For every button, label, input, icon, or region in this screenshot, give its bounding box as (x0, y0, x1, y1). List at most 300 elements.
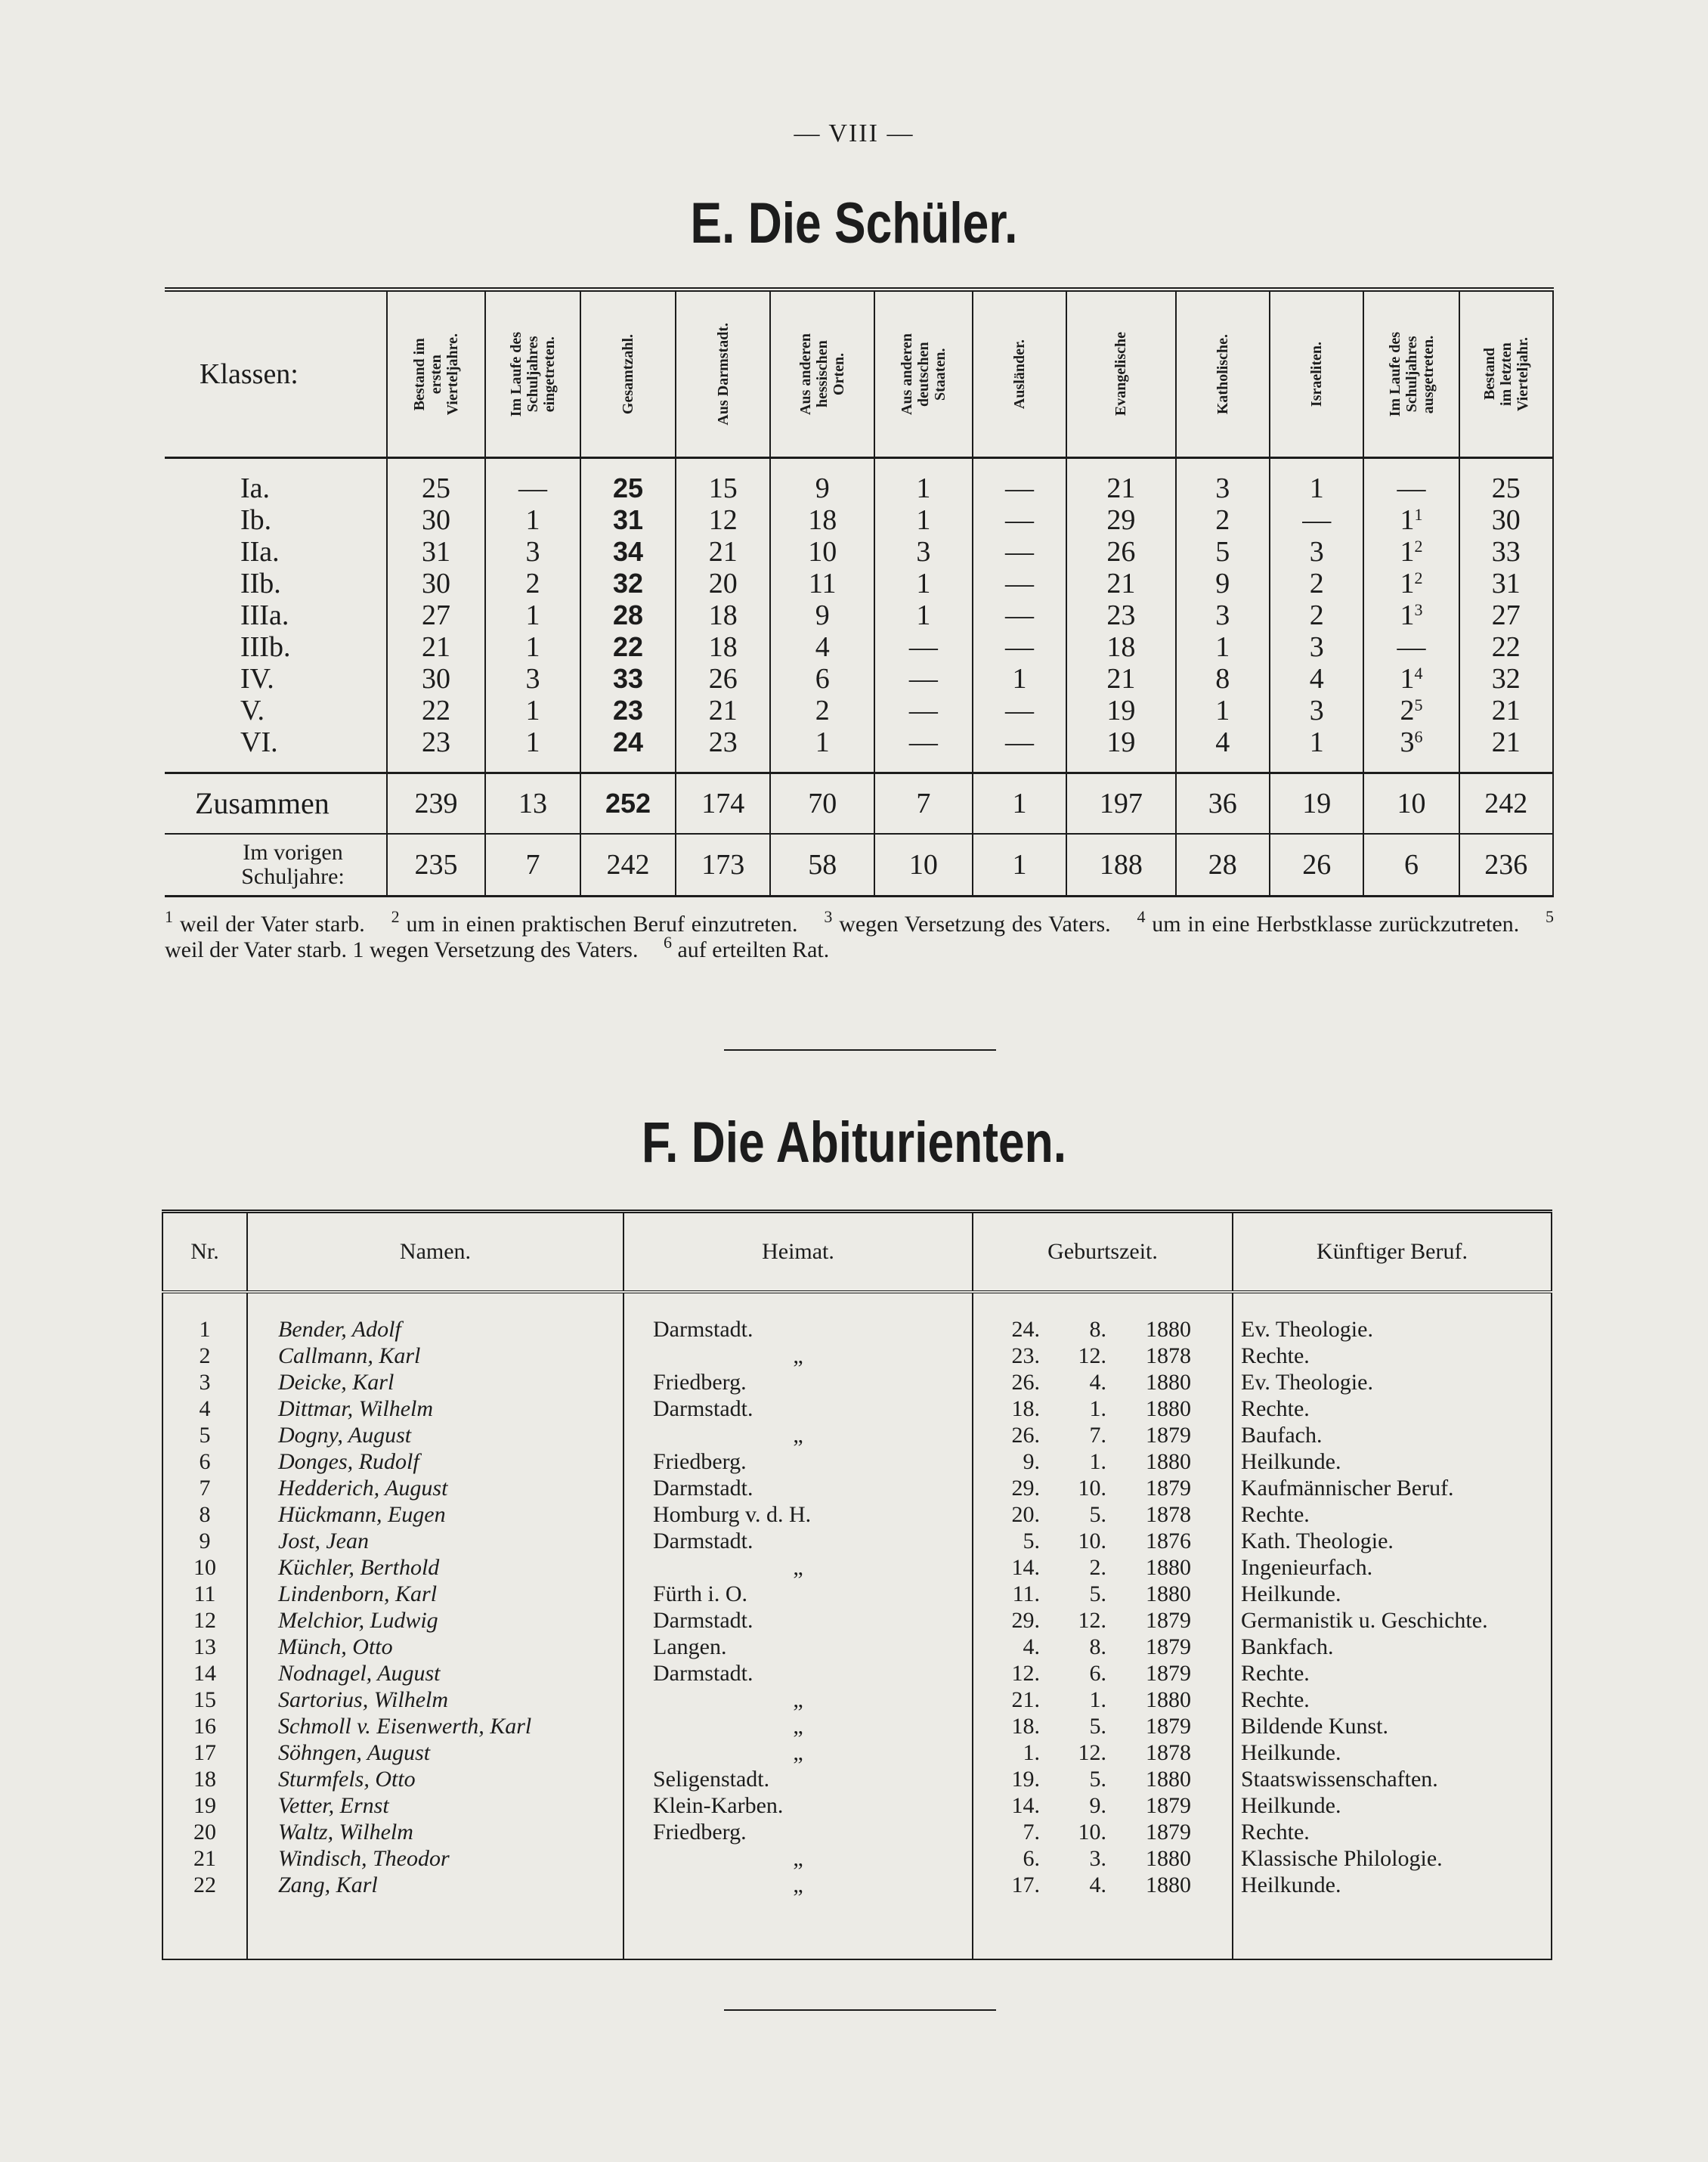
class-cell (485, 663, 580, 695)
previous-cell: 58 (770, 834, 874, 897)
abiturient-row (162, 1739, 1552, 1766)
cell-value: 1 (525, 599, 540, 631)
abiturient-row (162, 1872, 1552, 1959)
cell-value: 23 (612, 695, 644, 726)
abiturient-nr: 6 (162, 1448, 247, 1475)
total-cell: 239 (387, 773, 485, 835)
birth-year: 1880 (1146, 1581, 1191, 1606)
column-header-label: Ausländer. (1011, 339, 1029, 410)
class-cell (1066, 631, 1175, 663)
abiturient-name: Nodnagel, August (247, 1660, 623, 1687)
abiturient-geburtszeit (973, 1292, 1233, 1343)
birth-year: 1880 (1146, 1369, 1191, 1395)
birth-year: 1879 (1146, 1607, 1191, 1633)
previous-year-row (165, 834, 1553, 897)
abiturient-name: Münch, Otto (247, 1634, 623, 1660)
nr-header: Nr. (162, 1212, 247, 1293)
birth-day: 29. (1011, 1475, 1040, 1501)
birth-day: 18. (1011, 1713, 1040, 1739)
birth-day: 11. (1012, 1581, 1040, 1606)
cell-value: 3 (1309, 536, 1324, 568)
abiturient-row (162, 1475, 1552, 1501)
cell-value: 26 (708, 663, 738, 695)
cell-value: 1 (525, 504, 540, 536)
class-cell (973, 695, 1066, 726)
total-cell: 36 (1176, 773, 1270, 835)
cell-value: 21 (421, 631, 450, 663)
cell-value: 12 (708, 504, 738, 536)
cell-value: 4 (1215, 726, 1230, 758)
class-cell (580, 599, 676, 631)
class-cell (1066, 599, 1175, 631)
class-cell (580, 695, 676, 726)
class-cell (485, 504, 580, 536)
birth-month: 3. (1089, 1845, 1106, 1871)
abiturient-heimat: Darmstadt. (623, 1292, 973, 1343)
class-cell (1066, 458, 1175, 505)
abiturient-beruf: Heilkunde. (1233, 1872, 1552, 1959)
abiturient-row (162, 1660, 1552, 1687)
abiturient-geburtszeit (973, 1819, 1233, 1845)
class-cell (387, 536, 485, 568)
total-cell: 70 (770, 773, 874, 835)
previous-label-line: Schuljahre: (241, 864, 345, 889)
footnote-mark: 2 (1414, 568, 1423, 587)
heimat-header: Heimat. (623, 1212, 973, 1293)
footnote-mark: 1 (1414, 505, 1423, 524)
abiturient-beruf: Bankfach. (1233, 1634, 1552, 1660)
cell-value: 25 (1491, 472, 1521, 504)
class-cell (485, 536, 580, 568)
class-cell (1270, 663, 1363, 695)
abiturient-heimat: Darmstadt. (623, 1660, 973, 1687)
cell-value: 1 (1400, 599, 1415, 631)
birth-year: 1879 (1146, 1634, 1191, 1659)
birth-month: 5. (1089, 1713, 1106, 1739)
cell-value: 1 (916, 568, 931, 599)
birth-year: 1878 (1146, 1343, 1191, 1368)
class-row (165, 568, 1553, 599)
birth-year: 1880 (1146, 1687, 1191, 1712)
cell-value: 26 (1106, 536, 1136, 568)
footnote-mark: 5 (1414, 695, 1423, 714)
abiturient-row (162, 1554, 1552, 1581)
class-cell (1066, 695, 1175, 726)
cell-value: — (1397, 631, 1426, 663)
class-cell (1459, 599, 1553, 631)
class-cell (1459, 663, 1553, 695)
cell-value: 21 (1491, 726, 1521, 758)
birth-month: 4. (1089, 1872, 1106, 1897)
abiturient-row (162, 1713, 1552, 1739)
cell-value: 28 (612, 599, 644, 630)
cell-value: 1 (525, 695, 540, 726)
class-cell (874, 695, 973, 726)
section-divider (724, 1049, 996, 1051)
footnote-text: auf erteilten Rat. (677, 937, 830, 962)
cell-value: 32 (1491, 663, 1521, 695)
birth-month: 5. (1089, 1766, 1106, 1792)
previous-cell: 26 (1270, 834, 1363, 897)
class-cell (580, 726, 676, 773)
class-cell (1459, 458, 1553, 505)
column-header (1066, 290, 1175, 458)
footnote-number: 1 (165, 907, 173, 926)
previous-cell: 7 (485, 834, 580, 897)
cell-value: 18 (708, 599, 738, 631)
class-cell (874, 504, 973, 536)
cell-value: 2 (1400, 695, 1415, 726)
previous-cell: 188 (1066, 834, 1175, 897)
total-cell: 7 (874, 773, 973, 835)
class-cell (973, 726, 1066, 773)
abiturient-nr: 2 (162, 1343, 247, 1369)
class-cell (973, 663, 1066, 695)
column-header-label: Im Laufe des Schuljahres eingetreten. (508, 331, 559, 417)
abiturient-heimat: „ (623, 1739, 973, 1766)
abiturient-row (162, 1607, 1552, 1634)
class-cell (387, 568, 485, 599)
cell-value: 30 (421, 568, 450, 599)
class-cell (973, 599, 1066, 631)
abiturient-heimat: Darmstadt. (623, 1528, 973, 1554)
class-cell (1270, 504, 1363, 536)
class-cell (676, 663, 771, 695)
cell-value: 21 (1491, 695, 1521, 726)
cell-value: 31 (421, 536, 450, 568)
birth-day: 12. (1011, 1660, 1040, 1686)
abiturient-nr: 11 (162, 1581, 247, 1607)
abiturient-geburtszeit (973, 1845, 1233, 1872)
abiturient-beruf: Heilkunde. (1233, 1739, 1552, 1766)
birth-year: 1880 (1146, 1872, 1191, 1897)
abiturient-beruf: Rechte. (1233, 1660, 1552, 1687)
class-cell (973, 536, 1066, 568)
birth-month: 12. (1078, 1739, 1106, 1765)
birth-day: 1. (1023, 1739, 1040, 1765)
cell-value: 34 (612, 536, 644, 567)
footnote-mark: 2 (1414, 537, 1423, 556)
total-cell: 252 (580, 773, 676, 835)
class-row (165, 726, 1553, 773)
class-cell (1459, 695, 1553, 726)
abiturient-name: Zang, Karl (247, 1872, 623, 1959)
birth-year: 1880 (1146, 1395, 1191, 1421)
class-cell (1363, 536, 1459, 568)
class-cell (580, 568, 676, 599)
column-header (770, 290, 874, 458)
abiturient-row (162, 1845, 1552, 1872)
class-cell (1066, 536, 1175, 568)
cell-value: 4 (1309, 663, 1324, 695)
class-cell (676, 726, 771, 773)
cell-value: 2 (525, 568, 540, 599)
cell-value: 18 (708, 631, 738, 663)
class-cell (770, 726, 874, 773)
class-cell (1363, 726, 1459, 773)
birth-day: 6. (1023, 1845, 1040, 1871)
class-cell (1176, 631, 1270, 663)
cell-value: 1 (916, 472, 931, 504)
class-cell (973, 631, 1066, 663)
abiturient-heimat: „ (623, 1872, 973, 1959)
birth-day: 26. (1011, 1369, 1040, 1395)
abiturient-heimat: Fürth i. O. (623, 1581, 973, 1607)
class-cell (874, 631, 973, 663)
abiturient-row (162, 1766, 1552, 1792)
footnote-text: weil der Vater starb. (179, 912, 365, 937)
column-header-label: Israeliten. (1308, 341, 1326, 407)
abiturient-nr: 9 (162, 1528, 247, 1554)
abiturient-nr: 3 (162, 1369, 247, 1395)
abiturient-beruf: Baufach. (1233, 1422, 1552, 1448)
column-header (676, 290, 771, 458)
birth-year: 1880 (1146, 1766, 1191, 1792)
abiturient-beruf: Rechte. (1233, 1819, 1552, 1845)
schueler-header-row (165, 290, 1553, 458)
class-cell (874, 663, 973, 695)
abiturient-row (162, 1395, 1552, 1422)
class-cell (387, 695, 485, 726)
abiturient-name: Windisch, Theodor (247, 1845, 623, 1872)
cell-value: 1 (1400, 568, 1415, 599)
abiturient-row (162, 1528, 1552, 1554)
abiturient-heimat: Friedberg. (623, 1819, 973, 1845)
abiturient-row (162, 1369, 1552, 1395)
abiturient-nr: 1 (162, 1292, 247, 1343)
cell-value: — (1005, 504, 1035, 536)
cell-value: 30 (1491, 504, 1521, 536)
cell-value: — (1005, 599, 1035, 631)
class-label: VI. (240, 726, 278, 758)
class-cell (874, 568, 973, 599)
class-row (165, 631, 1553, 663)
abiturient-nr: 12 (162, 1607, 247, 1634)
cell-value: 19 (1106, 726, 1136, 758)
cell-value: 1 (1012, 663, 1027, 695)
abiturient-name: Dittmar, Wilhelm (247, 1395, 623, 1422)
column-header (1363, 290, 1459, 458)
birth-month: 7. (1089, 1422, 1106, 1448)
abiturienten-table (162, 1210, 1552, 1960)
abiturient-heimat: „ (623, 1713, 973, 1739)
class-row (165, 536, 1553, 568)
birth-day: 26. (1011, 1422, 1040, 1448)
class-cell (485, 695, 580, 726)
abiturient-geburtszeit (973, 1422, 1233, 1448)
abiturient-beruf: Heilkunde. (1233, 1448, 1552, 1475)
cell-value: 3 (916, 536, 931, 568)
abiturient-nr: 17 (162, 1739, 247, 1766)
cell-value: 24 (612, 726, 644, 757)
birth-year: 1876 (1146, 1528, 1191, 1553)
abiturient-nr: 14 (162, 1660, 247, 1687)
birth-day: 17. (1011, 1872, 1040, 1897)
abiturient-heimat: „ (623, 1554, 973, 1581)
footnote-number: 3 (824, 907, 833, 926)
section-title-abiturienten: F. Die Abiturienten. (641, 1110, 1067, 1175)
abiturient-nr: 16 (162, 1713, 247, 1739)
total-cell: 13 (485, 773, 580, 835)
abiturient-heimat: „ (623, 1687, 973, 1713)
class-row (165, 663, 1553, 695)
abiturient-nr: 5 (162, 1422, 247, 1448)
abiturient-name: Jost, Jean (247, 1528, 623, 1554)
class-cell (1459, 536, 1553, 568)
column-header-label: Im Laufe des Schuljahres ausgetreten. (1386, 331, 1437, 417)
birth-year: 1879 (1146, 1660, 1191, 1686)
cell-value: 27 (421, 599, 450, 631)
class-cell (874, 458, 973, 505)
cell-value: 22 (612, 631, 644, 662)
cell-value: — (518, 472, 548, 504)
abiturient-nr: 7 (162, 1475, 247, 1501)
abiturient-geburtszeit (973, 1528, 1233, 1554)
cell-value: 29 (1106, 504, 1136, 536)
column-header-label: Evangelische (1112, 332, 1130, 417)
class-cell (580, 458, 676, 505)
cell-value: 21 (1106, 663, 1136, 695)
class-cell (387, 631, 485, 663)
cell-value: 3 (1309, 695, 1324, 726)
abiturient-heimat: Friedberg. (623, 1369, 973, 1395)
column-header (580, 290, 676, 458)
birth-month: 8. (1089, 1634, 1106, 1659)
total-cell: 197 (1066, 773, 1175, 835)
column-header (973, 290, 1066, 458)
abiturient-beruf: Ev. Theologie. (1233, 1292, 1552, 1343)
birth-day: 29. (1011, 1607, 1040, 1633)
class-cell (580, 536, 676, 568)
column-header-label: Aus anderen hessischen Orten. (797, 333, 848, 415)
cell-value: 6 (815, 663, 830, 695)
abiturient-beruf: Rechte. (1233, 1395, 1552, 1422)
cell-value: 1 (525, 726, 540, 758)
abiturient-nr: 4 (162, 1395, 247, 1422)
previous-year-label (165, 834, 387, 897)
cell-value: — (1397, 472, 1426, 504)
abiturient-row (162, 1581, 1552, 1607)
birth-day: 4. (1023, 1634, 1040, 1659)
cell-value: 27 (1491, 599, 1521, 631)
birth-day: 20. (1011, 1501, 1040, 1527)
footnote (1137, 907, 1520, 937)
section-title-schueler: E. Die Schüler. (690, 191, 1018, 256)
footnote-text: um in eine Herbstklasse zurückzutreten. (1152, 912, 1520, 937)
birth-day: 7. (1023, 1819, 1040, 1845)
class-label: IIa. (240, 536, 280, 568)
birth-day: 5. (1023, 1528, 1040, 1553)
cell-value: 22 (421, 695, 450, 726)
total-row (165, 773, 1553, 835)
birth-year: 1879 (1146, 1819, 1191, 1845)
cell-value: 9 (815, 472, 830, 504)
cell-value: 31 (1491, 568, 1521, 599)
cell-value: — (908, 726, 938, 758)
abiturient-row (162, 1422, 1552, 1448)
abiturient-heimat: Darmstadt. (623, 1395, 973, 1422)
class-cell (1363, 504, 1459, 536)
abiturient-geburtszeit (973, 1766, 1233, 1792)
total-cell: 1 (973, 773, 1066, 835)
class-cell (676, 458, 771, 505)
class-row (165, 695, 1553, 726)
previous-cell: 10 (874, 834, 973, 897)
cell-value: 1 (1215, 631, 1230, 663)
class-cell (973, 504, 1066, 536)
cell-value: 1 (1400, 663, 1415, 695)
abiturient-beruf: Kath. Theologie. (1233, 1528, 1552, 1554)
abiturient-beruf: Germanistik u. Geschichte. (1233, 1607, 1552, 1634)
cell-value: 1 (916, 599, 931, 631)
class-cell (1363, 568, 1459, 599)
column-header-label: Bestand im letzten Vierteljahr. (1481, 337, 1531, 411)
class-cell (770, 536, 874, 568)
class-cell (387, 663, 485, 695)
cell-value: — (1005, 536, 1035, 568)
class-cell (1176, 504, 1270, 536)
class-cell (1363, 631, 1459, 663)
class-cell (1066, 726, 1175, 773)
abiturient-heimat: Seligenstadt. (623, 1766, 973, 1792)
class-cell (1066, 663, 1175, 695)
class-cell (580, 631, 676, 663)
birth-day: 14. (1011, 1554, 1040, 1580)
footnote-number: 5 (1546, 907, 1555, 926)
abiturient-heimat: „ (623, 1845, 973, 1872)
total-cell: 174 (676, 773, 771, 835)
abiturient-beruf: Rechte. (1233, 1687, 1552, 1713)
schueler-table (165, 287, 1554, 897)
birth-month: 12. (1078, 1607, 1106, 1633)
birth-day: 19. (1011, 1766, 1040, 1792)
birth-year: 1880 (1146, 1316, 1191, 1342)
birth-month: 2. (1089, 1554, 1106, 1580)
abiturient-heimat: Klein-Karben. (623, 1792, 973, 1819)
class-cell (387, 599, 485, 631)
abiturient-beruf: Bildende Kunst. (1233, 1713, 1552, 1739)
cell-value: 10 (808, 536, 837, 568)
birth-year: 1879 (1146, 1422, 1191, 1448)
abiturient-heimat: „ (623, 1422, 973, 1448)
cell-value: — (1005, 472, 1035, 504)
cell-value: 3 (1309, 631, 1324, 663)
birth-day: 18. (1011, 1395, 1040, 1421)
abiturient-geburtszeit (973, 1475, 1233, 1501)
abiturient-row (162, 1501, 1552, 1528)
cell-value: 21 (1106, 472, 1136, 504)
class-cell (1270, 631, 1363, 663)
abiturient-heimat: Darmstadt. (623, 1607, 973, 1634)
abiturient-nr: 15 (162, 1687, 247, 1713)
cell-value: 1 (525, 631, 540, 663)
class-cell (1176, 663, 1270, 695)
class-label: IIb. (240, 568, 281, 599)
class-cell (387, 726, 485, 773)
footnote-number: 6 (663, 933, 672, 952)
birth-month: 10. (1078, 1475, 1106, 1501)
class-label: IIIb. (240, 631, 291, 663)
cell-value: 3 (525, 536, 540, 568)
class-cell (770, 504, 874, 536)
abiturient-geburtszeit (973, 1872, 1233, 1959)
column-header (1270, 290, 1363, 458)
abiturient-geburtszeit (973, 1554, 1233, 1581)
abiturient-beruf: Staatswissenschaften. (1233, 1766, 1552, 1792)
class-cell (580, 663, 676, 695)
footnote (391, 907, 798, 937)
class-cell (387, 504, 485, 536)
